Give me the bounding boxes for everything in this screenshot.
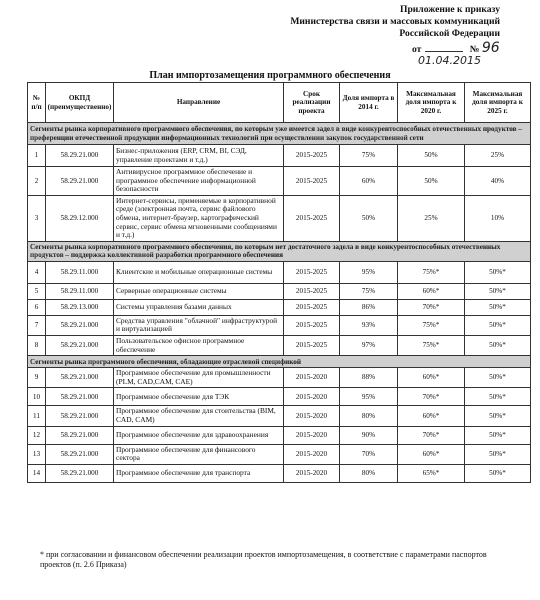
row-okpd: 58.29.12.000 — [46, 195, 114, 241]
col-header-num: № п/п — [28, 83, 46, 123]
table-row — [28, 315, 531, 335]
row-import-2014: 90% — [340, 426, 398, 444]
date-blank — [425, 51, 463, 52]
row-okpd: 58.29.21.000 — [46, 335, 114, 355]
row-max-2020: 60%* — [398, 368, 465, 388]
row-okpd: 58.29.21.000 — [46, 315, 114, 335]
row-direction: Программное обеспечение для здравоохранения — [114, 426, 284, 444]
row-direction: Программное обеспечение для промышленности (PLM, CAD,CAM, CAE) — [114, 368, 284, 388]
row-import-2014: 75% — [340, 283, 398, 299]
row-max-2025: 50%* — [465, 315, 531, 335]
row-max-2020: 65%* — [398, 464, 465, 482]
order-number: 96 — [481, 40, 500, 56]
table-row — [28, 167, 531, 196]
row-num: 5 — [28, 283, 46, 299]
row-num: 6 — [28, 299, 46, 315]
table-row — [28, 444, 531, 464]
table-row — [28, 335, 531, 355]
segment-header — [28, 241, 531, 261]
row-max-2025: 50%* — [465, 299, 531, 315]
col-header-okpd: ОКПД (преимущественно) — [46, 83, 114, 123]
col-header-max-2020: Максимальная доля импорта к 2020 г. — [398, 83, 465, 123]
row-max-2020: 75%* — [398, 335, 465, 355]
row-term: 2015-2020 — [284, 388, 340, 406]
row-okpd: 58.29.21.000 — [46, 368, 114, 388]
row-num: 2 — [28, 167, 46, 196]
table-row — [28, 464, 531, 482]
row-term: 2015-2020 — [284, 368, 340, 388]
row-term: 2015-2025 — [284, 299, 340, 315]
row-direction: Программное обеспечение для ТЭК — [114, 388, 284, 406]
row-max-2020: 70%* — [398, 299, 465, 315]
row-import-2014: 70% — [340, 444, 398, 464]
row-direction: Средства управления "облачной" инфраструктурой и виртуализацией — [114, 315, 284, 335]
from-label: от — [412, 44, 422, 55]
row-import-2014: 50% — [340, 195, 398, 241]
row-max-2025: 50%* — [465, 283, 531, 299]
row-num: 3 — [28, 195, 46, 241]
row-term: 2015-2025 — [284, 261, 340, 283]
row-term: 2015-2025 — [284, 315, 340, 335]
segment-title: Сегменты рынка корпоративного программного обеспечения, по которым нет достаточного задела в виде конкурентоспособных отечественных продуктов – поддержка коллективной разработки программного обеспечения — [28, 241, 531, 261]
row-num: 12 — [28, 426, 46, 444]
row-term: 2015-2025 — [284, 167, 340, 196]
segment-title: Сегменты рынка программного обеспечения, обладающие отраслевой спецификой — [28, 356, 531, 368]
table-body — [28, 123, 531, 483]
row-direction: Бизнес-приложения (ERP, CRM, BI, СЭД, управление проектами и т.д.) — [114, 145, 284, 167]
row-import-2014: 95% — [340, 388, 398, 406]
row-okpd: 58.29.21.000 — [46, 406, 114, 426]
row-term: 2015-2020 — [284, 426, 340, 444]
table-header-row — [28, 83, 531, 123]
row-max-2025: 50%* — [465, 261, 531, 283]
row-term: 2015-2025 — [284, 335, 340, 355]
row-direction: Интернет-сервисы, применяемые в корпоративной среде (электронная почта, сервис файлового обмена, интернет-браузер, картографический сервис, сервис обмена мгновенными сообщениями и т.д.) — [114, 195, 284, 241]
row-import-2014: 95% — [340, 261, 398, 283]
segment-header — [28, 123, 531, 145]
row-max-2025: 50%* — [465, 426, 531, 444]
header-line-3: Российской Федерации — [399, 28, 500, 39]
row-import-2014: 80% — [340, 464, 398, 482]
row-max-2020: 70%* — [398, 388, 465, 406]
table-row — [28, 388, 531, 406]
row-num: 14 — [28, 464, 46, 482]
row-max-2025: 50%* — [465, 388, 531, 406]
header-line-2: Министерства связи и массовых коммуникаций — [290, 16, 500, 27]
row-max-2025: 50%* — [465, 406, 531, 426]
segment-header — [28, 356, 531, 368]
row-max-2025: 50%* — [465, 464, 531, 482]
row-term: 2015-2025 — [284, 145, 340, 167]
row-direction: Антивирусное программное обеспечение и программное обеспечение информационной безопасности — [114, 167, 284, 196]
row-okpd: 58.29.13.000 — [46, 299, 114, 315]
order-date: 01.04.2015 — [418, 54, 481, 67]
row-num: 13 — [28, 444, 46, 464]
row-import-2014: 80% — [340, 406, 398, 426]
row-num: 9 — [28, 368, 46, 388]
row-max-2025: 50%* — [465, 444, 531, 464]
row-import-2014: 93% — [340, 315, 398, 335]
table-row — [28, 406, 531, 426]
row-okpd: 58.29.21.000 — [46, 426, 114, 444]
row-max-2020: 60%* — [398, 406, 465, 426]
row-direction: Серверные операционные системы — [114, 283, 284, 299]
table-row — [28, 195, 531, 241]
header-line-1: Приложение к приказу — [399, 4, 500, 15]
row-direction: Пользовательское офисное программное обеспечение — [114, 335, 284, 355]
row-max-2020: 70%* — [398, 426, 465, 444]
footnote: * при согласовании и финансовом обеспечении реализации проектов импортозамещения, в соответствие с параметрами паспортов проектов (п. 2.6 Приказа) — [40, 550, 487, 569]
row-okpd: 58.29.11.000 — [46, 283, 114, 299]
row-import-2014: 75% — [340, 145, 398, 167]
row-max-2025: 40% — [465, 167, 531, 196]
row-term: 2015-2020 — [284, 464, 340, 482]
table-row — [28, 368, 531, 388]
table-row — [28, 426, 531, 444]
row-term: 2015-2020 — [284, 444, 340, 464]
row-direction: Клиентские и мобильные операционные системы — [114, 261, 284, 283]
table-row — [28, 283, 531, 299]
row-okpd: 58.29.21.000 — [46, 145, 114, 167]
row-max-2025: 50%* — [465, 335, 531, 355]
col-header-import-2014: Доля импорта в 2014 г. — [340, 83, 398, 123]
row-direction: Системы управления базами данных — [114, 299, 284, 315]
document-title: План импортозамещения программного обеспечения — [149, 70, 391, 81]
row-max-2025: 25% — [465, 145, 531, 167]
row-num: 11 — [28, 406, 46, 426]
row-num: 8 — [28, 335, 46, 355]
row-max-2020: 75%* — [398, 261, 465, 283]
import-plan-table — [27, 82, 531, 483]
row-term: 2015-2020 — [284, 406, 340, 426]
segment-title: Сегменты рынка корпоративного программного обеспечения, по которым уже имеется задел в виде конкурентоспособных отечественных продуктов – преференции отечественной продукции информационных технологий при осуществлении закупок государственной сети — [28, 123, 531, 145]
col-header-direction: Направление — [114, 83, 284, 123]
row-import-2014: 86% — [340, 299, 398, 315]
table-row — [28, 299, 531, 315]
row-import-2014: 97% — [340, 335, 398, 355]
row-num: 7 — [28, 315, 46, 335]
row-max-2020: 50% — [398, 145, 465, 167]
col-header-max-2025: Максимальная доля импорта к 2025 г. — [465, 83, 531, 123]
row-direction: Программное обеспечение для стоительства (BIM, CAD, CAM) — [114, 406, 284, 426]
row-okpd: 58.29.21.000 — [46, 388, 114, 406]
table-row — [28, 145, 531, 167]
order-header — [290, 4, 500, 40]
row-max-2020: 60%* — [398, 283, 465, 299]
row-direction: Программное обеспечение для транспорта — [114, 464, 284, 482]
row-import-2014: 88% — [340, 368, 398, 388]
table-row — [28, 261, 531, 283]
row-okpd: 58.29.21.000 — [46, 464, 114, 482]
row-num: 10 — [28, 388, 46, 406]
row-max-2025: 50%* — [465, 368, 531, 388]
row-okpd: 58.29.11.000 — [46, 261, 114, 283]
row-direction: Программное обеспечение для финансового сектора — [114, 444, 284, 464]
row-import-2014: 60% — [340, 167, 398, 196]
row-max-2020: 25% — [398, 195, 465, 241]
row-okpd: 58.29.21.000 — [46, 167, 114, 196]
col-header-term: Срок реализации проекта — [284, 83, 340, 123]
row-num: 1 — [28, 145, 46, 167]
row-okpd: 58.29.21.000 — [46, 444, 114, 464]
row-max-2020: 75%* — [398, 315, 465, 335]
row-term: 2015-2025 — [284, 195, 340, 241]
row-max-2025: 10% — [465, 195, 531, 241]
row-term: 2015-2025 — [284, 283, 340, 299]
number-label: № — [469, 44, 480, 55]
row-max-2020: 50% — [398, 167, 465, 196]
row-max-2020: 60%* — [398, 444, 465, 464]
row-num: 4 — [28, 261, 46, 283]
